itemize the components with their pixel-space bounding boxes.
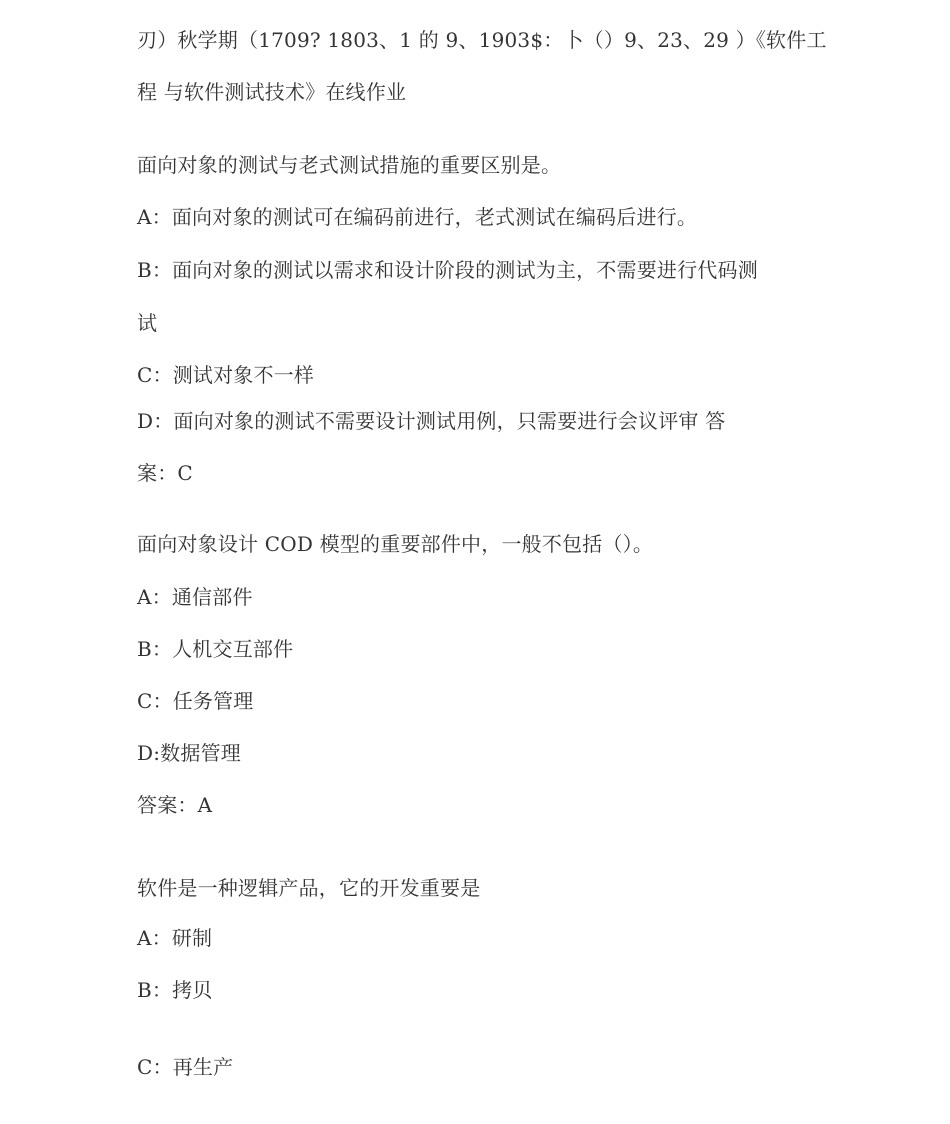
option-d: D：面向对象的测试不需要设计测试用例，只需要进行会议评审 答 — [137, 409, 726, 433]
option-b-continued: 试 — [137, 311, 158, 335]
option-d: D:数据管理 — [137, 741, 241, 765]
option-b: B：人机交互部件 — [137, 637, 294, 661]
option-c: C：再生产 — [137, 1055, 234, 1079]
option-b: B：拷贝 — [137, 978, 213, 1002]
option-a: A：通信部件 — [137, 585, 253, 609]
option-b: B：面向对象的测试以需求和设计阶段的测试为主，不需要进行代码测 — [137, 258, 758, 282]
question-text: 面向对象的测试与老式测试措施的重要区别是。 — [137, 153, 562, 177]
option-a: A：面向对象的测试可在编码前进行，老式测试在编码后进行。 — [137, 205, 698, 229]
answer: 答案：A — [137, 793, 213, 817]
document-title-line-1: 刃）秋学期（1709? 1803、1 的 9、1903$：卜（）9、23、29 ）《软件工 — [137, 28, 827, 52]
question-text: 软件是一种逻辑产品，它的开发重要是 — [137, 876, 481, 900]
document-title-line-2: 程 与软件测试技术》在线作业 — [137, 80, 407, 104]
answer: 案：C — [137, 461, 193, 485]
option-a: A：研制 — [137, 926, 213, 950]
option-c: C：任务管理 — [137, 689, 254, 713]
option-c: C：测试对象不一样 — [137, 363, 315, 387]
question-text: 面向对象设计 COD 模型的重要部件中，一般不包括（）。 — [137, 532, 654, 556]
